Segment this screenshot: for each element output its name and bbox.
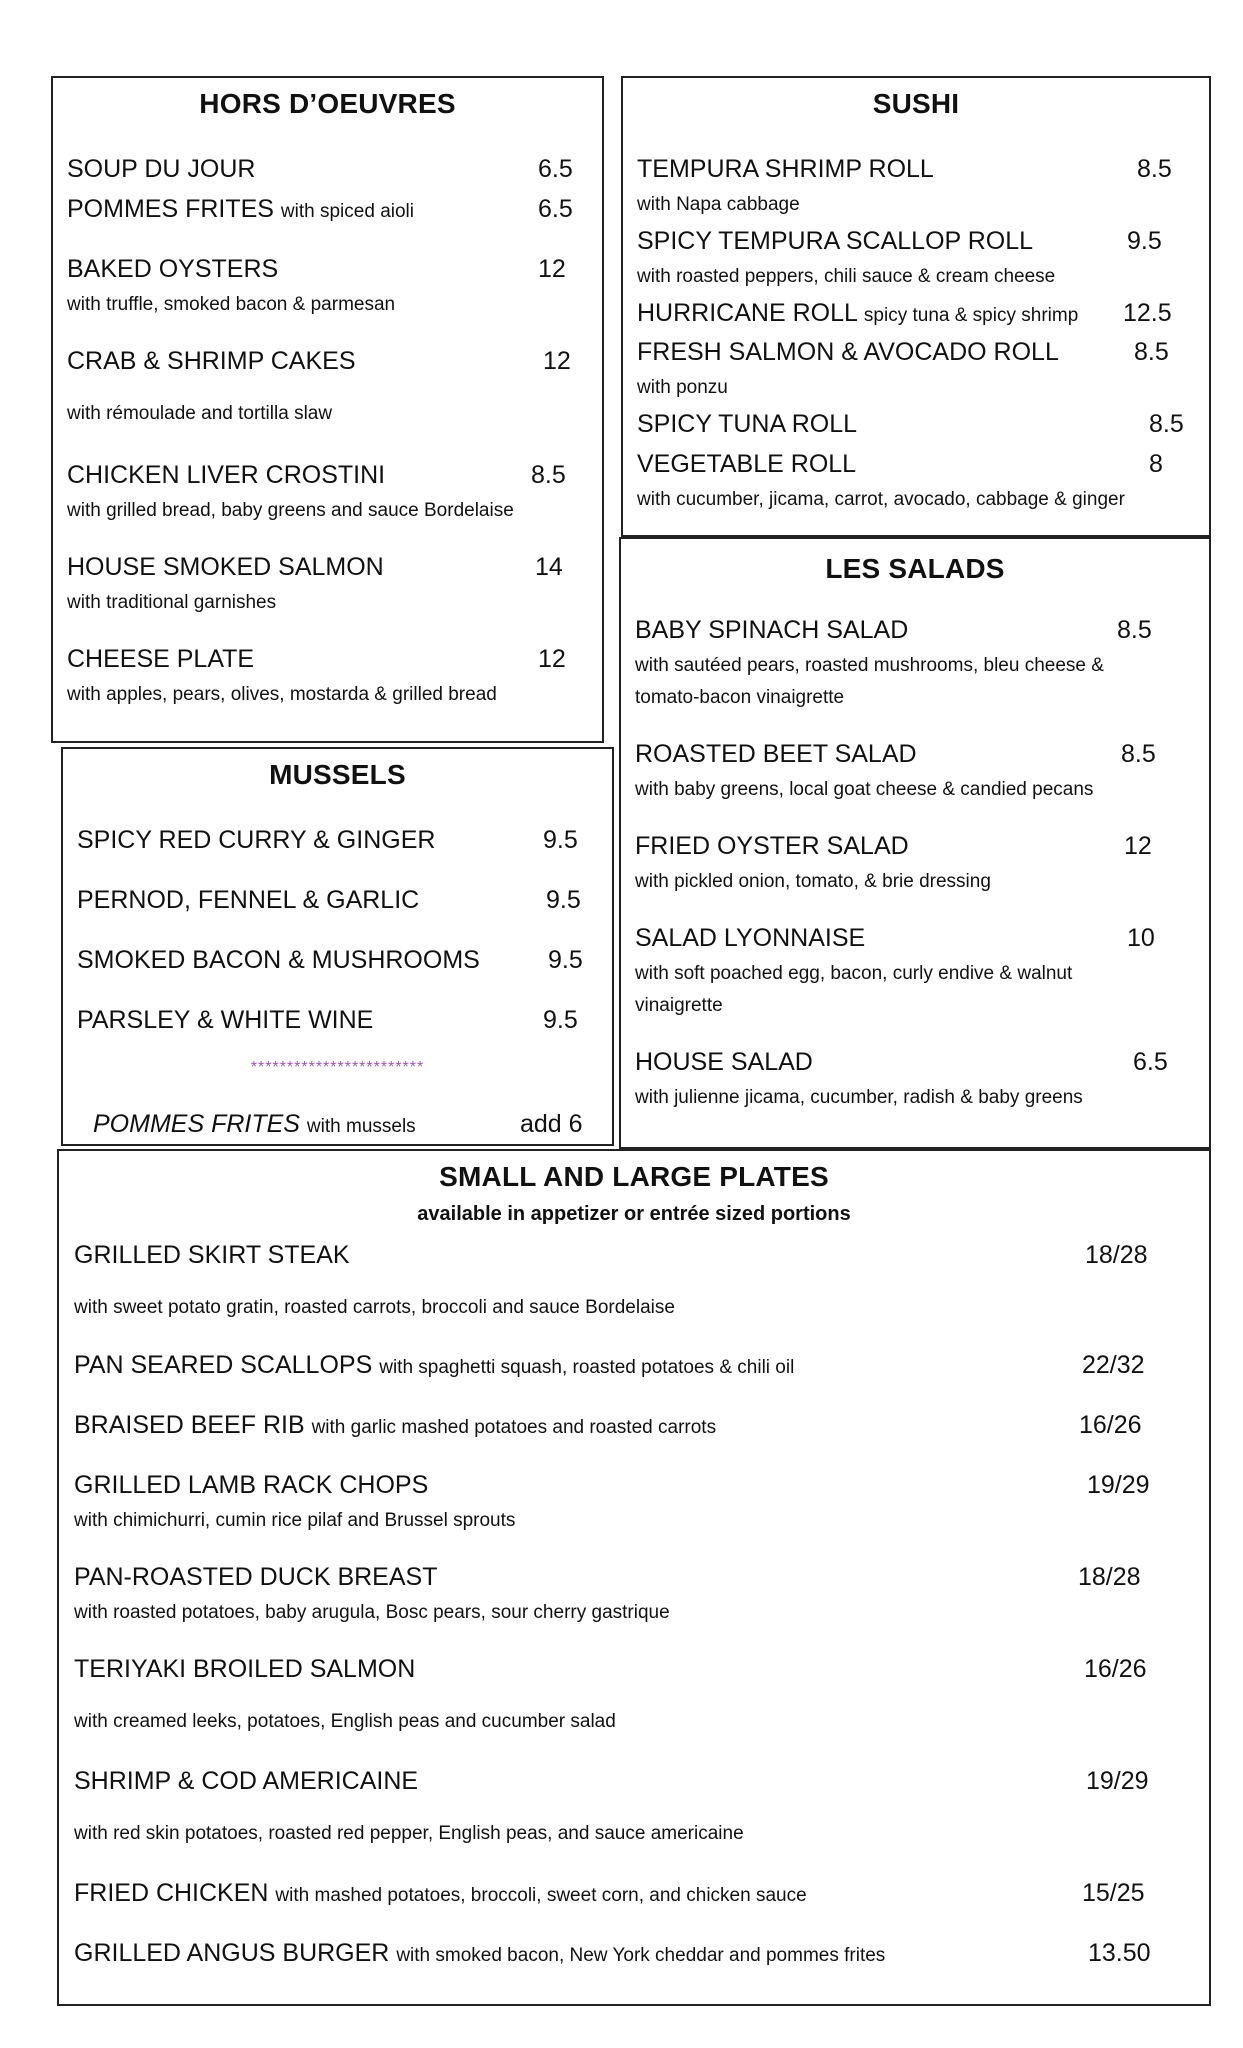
menu-item-name: SPICY RED CURRY & GINGER <box>77 826 436 854</box>
menu-item-name-text: POMMES FRITES <box>67 195 274 223</box>
menu-item-inline-desc: with garlic mashed potatoes and roasted carrots <box>311 1417 717 1438</box>
menu-item-price: 13.50 <box>1088 1939 1151 1967</box>
menu-item-desc: with pickled onion, tomato, & brie dressing <box>635 871 991 892</box>
menu-item-name-text: PAN SEARED SCALLOPS <box>74 1351 373 1379</box>
menu-item-inline-desc: with mashed potatoes, broccoli, sweet corn, and chicken sauce <box>275 1885 807 1906</box>
addon-item <box>93 1109 416 1142</box>
menu-item-name: TERIYAKI BROILED SALMON <box>74 1655 416 1683</box>
menu-item-name-text: HURRICANE ROLL <box>637 299 857 327</box>
menu-item-desc: with roasted potatoes, baby arugula, Bosc pears, sour cherry gastrique <box>74 1602 670 1623</box>
menu-item-name: SHRIMP & COD AMERICAINE <box>74 1767 419 1795</box>
menu-item-name: GRILLED LAMB RACK CHOPS <box>74 1471 429 1499</box>
menu-item-price: 15/25 <box>1082 1879 1145 1907</box>
menu-item-inline-desc: with spaghetti squash, roasted potatoes & chili oil <box>379 1357 795 1378</box>
menu-item-price: 12.5 <box>1123 299 1172 327</box>
menu-item-desc: with apples, pears, olives, mostarda & grilled bread <box>67 684 497 705</box>
menu-item-name <box>637 298 1078 331</box>
menu-item-desc: with cucumber, jicama, carrot, avocado, cabbage & ginger <box>637 489 1125 510</box>
menu-item-desc-continued: tomato-bacon vinaigrette <box>635 687 845 708</box>
menu-item-price: 8.5 <box>531 461 566 489</box>
menu-item-name: PARSLEY & WHITE WINE <box>77 1006 374 1034</box>
menu-item-desc: with julienne jicama, cucumber, radish & baby greens <box>635 1087 1083 1108</box>
menu-item-name: PERNOD, FENNEL & GARLIC <box>77 886 420 914</box>
menu-item-desc: with creamed leeks, potatoes, English peas and cucumber salad <box>74 1711 616 1732</box>
menu-item-price: 16/26 <box>1079 1411 1142 1439</box>
menu-item-price: 6.5 <box>1133 1048 1168 1076</box>
menu-item-price: 12 <box>538 255 566 283</box>
menu-item-desc: with truffle, smoked bacon & parmesan <box>67 294 396 315</box>
addon-item-price: add 6 <box>520 1110 583 1138</box>
menu-item-price: 8.5 <box>1149 410 1184 438</box>
menu-item-price: 9.5 <box>548 946 583 974</box>
menu-item-price: 9.5 <box>1127 227 1162 255</box>
menu-item-inline-desc: spicy tuna & spicy shrimp <box>863 305 1079 326</box>
hors-doeuvres-title: HORS D’OEUVRES <box>199 88 456 119</box>
hors-doeuvres-section <box>51 76 604 743</box>
menu-item-name: CRAB & SHRIMP CAKES <box>67 347 356 375</box>
menu-item-desc: with roasted peppers, chili sauce & cream cheese <box>637 266 1056 287</box>
menu-item-price: 16/26 <box>1084 1655 1147 1683</box>
menu-item-price: 8 <box>1149 450 1163 478</box>
menu-item-name: CHICKEN LIVER CROSTINI <box>67 461 386 489</box>
menu-item-desc: with sweet potato gratin, roasted carrots, broccoli and sauce Bordelaise <box>74 1297 675 1318</box>
menu-item-price: 12 <box>538 645 566 673</box>
menu-item-name: VEGETABLE ROLL <box>637 450 857 478</box>
decorative-divider: ************************ <box>250 1059 425 1076</box>
menu-item-name: GRILLED SKIRT STEAK <box>74 1241 350 1269</box>
menu-item-name: TEMPURA SHRIMP ROLL <box>637 155 934 183</box>
menu-item-name <box>74 1938 885 1971</box>
menu-item-name <box>74 1350 794 1383</box>
menu-item-name: SOUP DU JOUR <box>67 155 256 183</box>
menu-item-desc: with soft poached egg, bacon, curly endive & walnut <box>635 963 1073 984</box>
menu-item-price: 9.5 <box>543 1006 578 1034</box>
menu-item-name: SPICY TEMPURA SCALLOP ROLL <box>637 227 1033 255</box>
menu-item-name: SALAD LYONNAISE <box>635 924 866 952</box>
menu-item-price: 8.5 <box>1117 616 1152 644</box>
plates-section <box>57 1149 1211 2006</box>
mussels-section <box>61 747 614 1146</box>
menu-item-price: 9.5 <box>543 826 578 854</box>
menu-item-price: 8.5 <box>1121 740 1156 768</box>
menu-item-name: HOUSE SMOKED SALMON <box>67 553 384 581</box>
menu-item-inline-desc: with smoked bacon, New York cheddar and pommes frites <box>396 1945 886 1966</box>
plates-subtitle: available in appetizer or entrée sized portions <box>417 1203 851 1225</box>
menu-item-price: 19/29 <box>1087 1471 1150 1499</box>
menu-item-desc: with chimichurri, cumin rice pilaf and Brussel sprouts <box>74 1510 516 1531</box>
menu-item-name: FRESH SALMON & AVOCADO ROLL <box>637 338 1059 366</box>
menu-item-price: 8.5 <box>1137 155 1172 183</box>
addon-item-inline-desc: with mussels <box>306 1116 416 1137</box>
menu-item-name-text: FRIED CHICKEN <box>74 1879 269 1907</box>
plates-title: SMALL AND LARGE PLATES <box>439 1161 829 1192</box>
menu-item-desc-continued: vinaigrette <box>635 995 723 1016</box>
menu-item-desc: with ponzu <box>637 377 728 398</box>
menu-item-name-text: BRAISED BEEF RIB <box>74 1411 305 1439</box>
menu-item-price: 8.5 <box>1134 338 1169 366</box>
sushi-title: SUSHI <box>872 88 960 119</box>
menu-item-name: BABY SPINACH SALAD <box>635 616 909 644</box>
menu-item-name <box>74 1410 716 1443</box>
menu-item-desc: with traditional garnishes <box>67 592 277 613</box>
menu-item-desc: with grilled bread, baby greens and sauce Bordelaise <box>67 500 514 521</box>
menu-item-name <box>74 1878 807 1911</box>
menu-item-name: PAN-ROASTED DUCK BREAST <box>74 1563 438 1591</box>
menu-item-price: 6.5 <box>538 155 573 183</box>
menu-item-desc: with Napa cabbage <box>637 194 800 215</box>
menu-item-price: 10 <box>1127 924 1155 952</box>
menu-item-price: 22/32 <box>1082 1351 1145 1379</box>
menu-item-name: ROASTED BEET SALAD <box>635 740 917 768</box>
menu-item-name: HOUSE SALAD <box>635 1048 813 1076</box>
menu-item-name: SPICY TUNA ROLL <box>637 410 857 438</box>
salads-title: LES SALADS <box>825 553 1005 584</box>
menu-item-name: FRIED OYSTER SALAD <box>635 832 909 860</box>
menu-item-price: 19/29 <box>1086 1767 1149 1795</box>
menu-item-name <box>67 194 414 227</box>
menu-item-inline-desc: with spiced aioli <box>280 201 414 222</box>
menu-item-price: 12 <box>543 347 571 375</box>
sushi-section <box>621 76 1211 537</box>
mussels-title: MUSSELS <box>269 759 406 790</box>
menu-item-name: SMOKED BACON & MUSHROOMS <box>77 946 480 974</box>
addon-item-name: POMMES FRITES <box>93 1110 300 1138</box>
menu-item-name: BAKED OYSTERS <box>67 255 279 283</box>
menu-item-price: 6.5 <box>538 195 573 223</box>
menu-item-name: CHEESE PLATE <box>67 645 255 673</box>
salads-section <box>619 537 1211 1149</box>
menu-item-desc: with red skin potatoes, roasted red pepper, English peas, and sauce americaine <box>74 1823 744 1844</box>
menu-item-price: 18/28 <box>1085 1241 1148 1269</box>
menu-item-price: 18/28 <box>1078 1563 1141 1591</box>
menu-item-desc: with rémoulade and tortilla slaw <box>67 403 333 424</box>
menu-item-price: 14 <box>535 553 563 581</box>
menu-item-desc: with baby greens, local goat cheese & candied pecans <box>635 779 1094 800</box>
menu-item-price: 12 <box>1124 832 1152 860</box>
menu-item-desc: with sautéed pears, roasted mushrooms, bleu cheese & <box>635 655 1104 676</box>
menu-item-name-text: GRILLED ANGUS BURGER <box>74 1939 390 1967</box>
menu-item-price: 9.5 <box>546 886 581 914</box>
